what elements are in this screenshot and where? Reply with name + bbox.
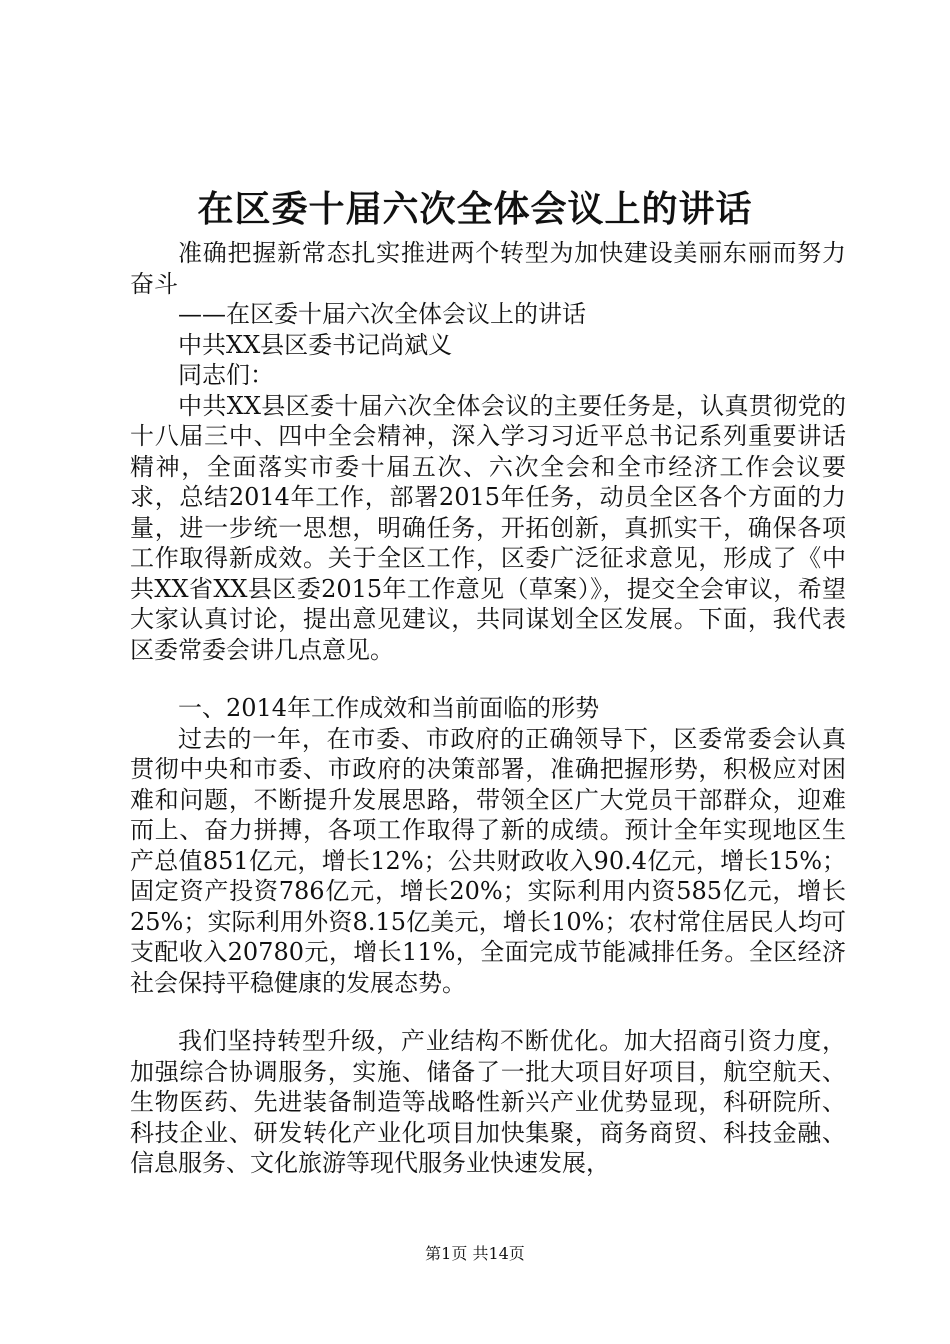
salutation: 同志们： [178, 361, 274, 389]
section-heading: 一、2014年工作成效和当前面临的形势 [178, 694, 600, 722]
paragraph-gap [130, 665, 846, 693]
subtitle-paragraph: 准确把握新常态扎实推进两个转型为加快建设美丽东丽而努力奋斗 [130, 239, 846, 298]
achievements-paragraph: 过去的一年，在市委、市政府的正确领导下，区委常委会认真贯彻中央和市委、市政府的决策部署，准确把握形势，积极应对困难和问题，不断提升发展思路，带领全区广大党员干部群众，迎难而上、奋力拼搏，各项工作取得了新的成绩。预计全年实现地区生产总值851亿元，增长12%；公共财政收入90.4亿元，增长15%；固定资产投资786亿元，增长20%；实际利用内资585亿元，增长25%；实际利用外资8.15亿美元，增长10%；农村常住居民人均可支配收入20780元，增长11%，全面完成节能减排任务。全区经济社会保持平稳健康的发展态势。 [130, 724, 846, 997]
intro-paragraph: 中共XX县区委十届六次全体会议的主要任务是，认真贯彻党的十八届三中、四中全会精神，深入学习习近平总书记系列重要讲话精神，全面落实市委十届五次、六次全会和全市经济工作会议要求，总结2014年工作，部署2015年任务，动员全区各个方面的力量，进一步统一思想，明确任务，开拓创新，真抓实干，确保各项工作取得新成效。关于全区工作，区委广泛征求意见，形成了《中共XX省XX县区委2015年工作意见（草案）》，提交全会审议，希望大家认真讨论，提出意见建议，共同谋划全区发展。下面，我代表区委常委会讲几点意见。 [130, 391, 846, 664]
document-title: 在区委十届六次全体会议上的讲话 [197, 188, 753, 230]
paragraph-gap [130, 998, 846, 1026]
speaker-line: 中共XX县区委书记尚斌义 [178, 330, 453, 359]
page-footer: 第1页 共14页 [425, 1244, 525, 1263]
subtitle-dash-line: ——在区委十届六次全体会议上的讲话 [178, 300, 586, 328]
industry-paragraph: 我们坚持转型升级，产业结构不断优化。加大招商引资力度，加强综合协调服务，实施、储备了一批大项目好项目，航空航天、生物医药、先进装备制造等战略性新兴产业优势显现，科研院所、科技企业、研发转化产业化项目加快集聚，商务商贸、科技金融、信息服务、文化旅游等现代服务业快速发展， [130, 1027, 846, 1177]
document-body [130, 238, 846, 1179]
